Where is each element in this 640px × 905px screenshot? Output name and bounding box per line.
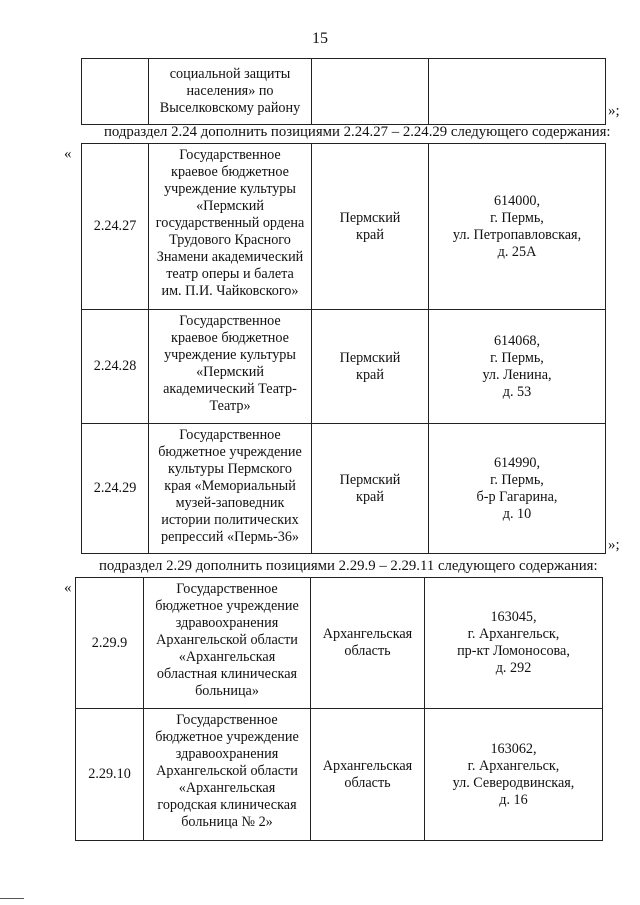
name-cell: Государственное бюджетное учреждение здравоохранения Архангельской области «Архангельская областная клиническая больница» bbox=[144, 578, 311, 709]
close-quote-mark: »; bbox=[608, 103, 620, 119]
table-row bbox=[82, 144, 606, 310]
name-cell: Государственное краевое бюджетное учреждение культуры «Пермский академический Театр- Театр» bbox=[149, 310, 312, 424]
bottom-rule bbox=[0, 898, 24, 899]
code-cell bbox=[82, 59, 149, 125]
address-cell: 163045, г. Архангельск, пр-кт Ломоносова, д. 292 bbox=[425, 578, 603, 709]
continuation-table bbox=[81, 58, 606, 125]
name-cell: социальной защиты населения» по Выселковскому району bbox=[149, 59, 312, 125]
table-row bbox=[82, 424, 606, 554]
table-row bbox=[76, 709, 603, 841]
page-number: 15 bbox=[312, 30, 328, 47]
code-cell: 2.29.9 bbox=[76, 578, 144, 709]
section-229-table bbox=[75, 577, 603, 841]
section-224-table bbox=[81, 143, 606, 554]
open-quote-mark: « bbox=[64, 580, 72, 596]
region-cell bbox=[312, 59, 429, 125]
region-cell: Пермский край bbox=[312, 144, 429, 310]
section-caption: подраздел 2.29 дополнить позициями 2.29.9 – 2.29.11 следующего содержания: bbox=[99, 558, 598, 574]
address-cell: 163062, г. Архангельск, ул. Северодвинская, д. 16 bbox=[425, 709, 603, 841]
table-row bbox=[82, 59, 606, 125]
address-cell: 614000, г. Пермь, ул. Петропавловская, д. 25А bbox=[429, 144, 606, 310]
open-quote-mark: « bbox=[64, 146, 72, 162]
region-cell: Пермский край bbox=[312, 424, 429, 554]
address-cell: 614068, г. Пермь, ул. Ленина, д. 53 bbox=[429, 310, 606, 424]
code-cell: 2.24.28 bbox=[82, 310, 149, 424]
close-quote-mark: »; bbox=[608, 537, 620, 553]
table-row bbox=[82, 310, 606, 424]
code-cell: 2.24.29 bbox=[82, 424, 149, 554]
code-cell: 2.29.10 bbox=[76, 709, 144, 841]
address-cell: 614990, г. Пермь, б-р Гагарина, д. 10 bbox=[429, 424, 606, 554]
section-caption: подраздел 2.24 дополнить позициями 2.24.27 – 2.24.29 следующего содержания: bbox=[104, 124, 611, 140]
address-cell bbox=[429, 59, 606, 125]
table-row bbox=[76, 578, 603, 709]
region-cell: Архангельская область bbox=[311, 709, 425, 841]
name-cell: Государственное бюджетное учреждение здравоохранения Архангельской области «Архангельская городская клиническая больница № 2» bbox=[144, 709, 311, 841]
region-cell: Пермский край bbox=[312, 310, 429, 424]
name-cell: Государственное бюджетное учреждение культуры Пермского края «Мемориальный музей-заповедник истории политических репрессий «Пермь-36» bbox=[149, 424, 312, 554]
region-cell: Архангельская область bbox=[311, 578, 425, 709]
name-cell: Государственное краевое бюджетное учреждение культуры «Пермский государственный ордена Трудового Красного Знамени академический театр оперы и балета им. П.И. Чайковского» bbox=[149, 144, 312, 310]
code-cell: 2.24.27 bbox=[82, 144, 149, 310]
